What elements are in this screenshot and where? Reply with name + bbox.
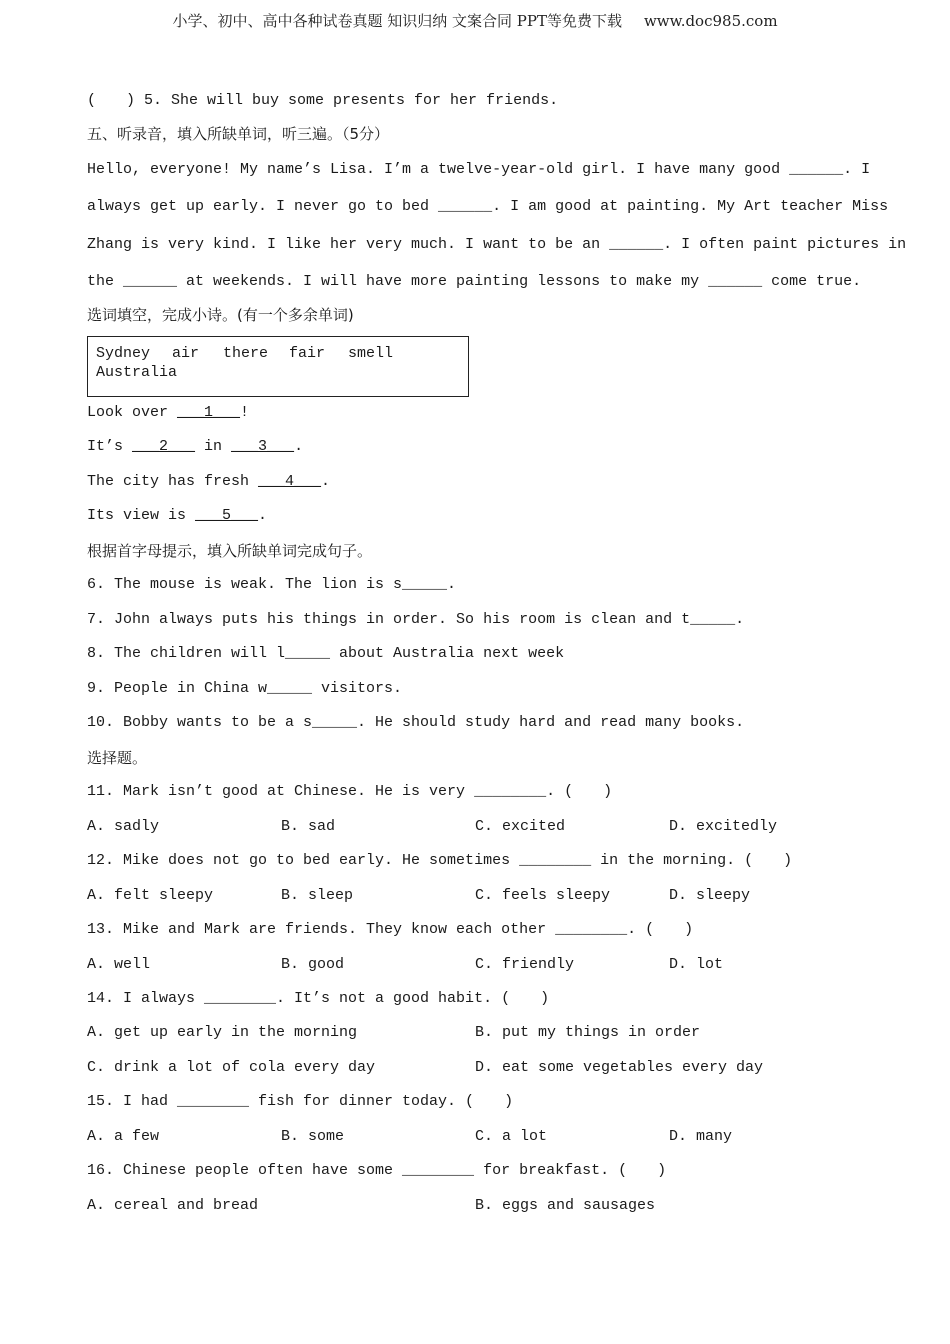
choice-option: A. sadly bbox=[87, 818, 160, 835]
passage-line: Hello, everyone! My name’s Lisa. I’m a twelve-year-old girl. I have many good ______. I bbox=[87, 161, 871, 178]
choice-option: A. a few bbox=[87, 1128, 160, 1145]
choice-option: C. a lot bbox=[475, 1128, 548, 1145]
choice-question: 16. Chinese people often have some ________ for breakfast. ( ) bbox=[87, 1162, 667, 1179]
initials-item: 9. People in China w_____ visitors. bbox=[87, 680, 403, 697]
section-title-poem: 选词填空，完成小诗。(有一个多余单词) bbox=[87, 306, 354, 324]
choice-option: B. eggs and sausages bbox=[475, 1197, 656, 1214]
section-title-initials: 根据首字母提示，填入所缺单词完成句子。 bbox=[87, 542, 373, 560]
blank-3: ___3___ bbox=[231, 438, 295, 455]
word-box bbox=[87, 336, 469, 397]
passage-line: the ______ at weekends. I will have more painting lessons to make my ______ come true. bbox=[87, 273, 862, 290]
word-item: Sydney bbox=[96, 345, 151, 362]
initials-item: 6. The mouse is weak. The lion is s_____. bbox=[87, 576, 457, 593]
choice-option: C. drink a lot of cola every day bbox=[87, 1059, 376, 1076]
choice-option: C. friendly bbox=[475, 956, 575, 973]
section-title-choice: 选择题。 bbox=[87, 749, 148, 767]
choice-question: 14. I always ________. It’s not a good habit. ( ) bbox=[87, 990, 550, 1007]
header-site: www.doc985.com bbox=[643, 12, 778, 30]
word-item: smell bbox=[348, 345, 394, 362]
choice-option: D. eat some vegetables every day bbox=[475, 1059, 764, 1076]
passage-line: Zhang is very kind. I like her very much. I want to be an ______. I often paint pictures in bbox=[87, 236, 907, 253]
choice-option: A. felt sleepy bbox=[87, 887, 214, 904]
choice-option: B. good bbox=[281, 956, 345, 973]
passage-line: always get up early. I never go to bed ______. I am good at painting. My Art teacher Miss bbox=[87, 198, 889, 215]
poem-line: Look over ___1___! bbox=[87, 404, 250, 421]
word-item: fair bbox=[289, 345, 326, 362]
choice-question: 15. I had ________ fish for dinner today. ( ) bbox=[87, 1093, 514, 1110]
section-title-listening: 五、听录音，填入所缺单词，听三遍。（5分） bbox=[87, 125, 390, 143]
choice-option: A. get up early in the morning bbox=[87, 1024, 358, 1041]
blank-2: ___2___ bbox=[132, 438, 196, 455]
choice-option: B. put my things in order bbox=[475, 1024, 701, 1041]
choice-option: A. well bbox=[87, 956, 151, 973]
header-text: 小学、初中、高中各种试卷真题 知识归纳 文案合同 PPT等免费下载 bbox=[172, 12, 622, 30]
word-item: there bbox=[223, 345, 269, 362]
choice-question: 13. Mike and Mark are friends. They know each other ________. ( ) bbox=[87, 921, 694, 938]
choice-option: D. lot bbox=[669, 956, 724, 973]
page-header bbox=[0, 10, 950, 31]
word-item: air bbox=[172, 345, 200, 362]
word-item: Australia bbox=[96, 364, 178, 381]
choice-option: C. excited bbox=[475, 818, 566, 835]
poem-line: It’s ___2___ in ___3___. bbox=[87, 438, 304, 455]
choice-option: B. some bbox=[281, 1128, 345, 1145]
blank-4: ___4___ bbox=[258, 473, 322, 490]
initials-item: 10. Bobby wants to be a s_____. He should study hard and read many books. bbox=[87, 714, 745, 731]
poem-line: The city has fresh ___4___. bbox=[87, 473, 331, 490]
initials-item: 8. The children will l_____ about Australia next week bbox=[87, 645, 565, 662]
question-5: ( ) 5. She will buy some presents for her friends. bbox=[87, 92, 559, 109]
choice-option: D. excitedly bbox=[669, 818, 778, 835]
choice-option: B. sad bbox=[281, 818, 336, 835]
choice-question: 12. Mike does not go to bed early. He sometimes ________ in the morning. ( ) bbox=[87, 852, 793, 869]
choice-option: C. feels sleepy bbox=[475, 887, 611, 904]
blank-1: ___1___ bbox=[177, 404, 241, 421]
choice-option: B. sleep bbox=[281, 887, 354, 904]
choice-option: D. sleepy bbox=[669, 887, 751, 904]
poem-line: Its view is ___5___. bbox=[87, 507, 268, 524]
choice-option: A. cereal and bread bbox=[87, 1197, 259, 1214]
choice-question: 11. Mark isn’t good at Chinese. He is very ________. ( ) bbox=[87, 783, 613, 800]
blank-5: ___5___ bbox=[195, 507, 259, 524]
choice-option: D. many bbox=[669, 1128, 733, 1145]
initials-item: 7. John always puts his things in order. So his room is clean and t_____. bbox=[87, 611, 745, 628]
